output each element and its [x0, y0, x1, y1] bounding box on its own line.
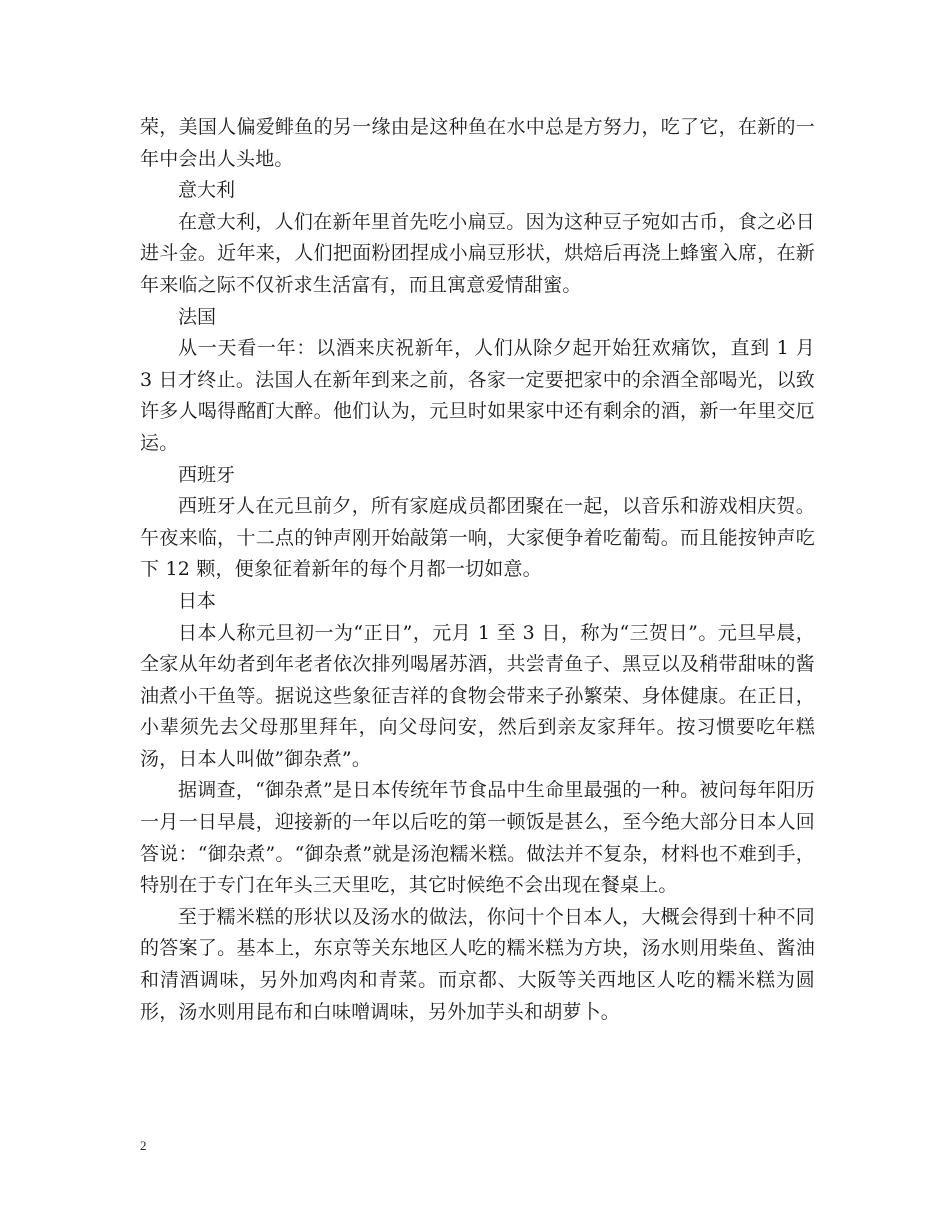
paragraph-italy: 在意大利，人们在新年里首先吃小扁豆。因为这种豆子宛如古币，食之必日进斗金。近年来，人们把面粉团捏成小扁豆形状，烘焙后再浇上蜂蜜入席，在新年来临之际不仅祈求生活富有，而且寓意爱情甜蜜。 — [140, 210, 815, 296]
paragraph-japan-1: 日本人称元旦初一为“正日”，元月 1 至 3 日，称为“三贺日”。元旦早晨，全家从年幼者到年老者依次排列喝屠苏酒，共尝青鱼子、黑豆以及稍带甜味的酱油煮小干鱼等。据说这些象征吉祥的食物会带来子孙繁荣、身体健康。在正日，小辈须先去父母那里拜年，向父母问安，然后到亲友家拜年。按习惯要吃年糕汤，日本人叫做”御杂煮”。 — [140, 621, 815, 770]
document-body — [140, 112, 815, 1028]
paragraph-spain: 西班牙人在元旦前夕，所有家庭成员都团聚在一起，以音乐和游戏相庆贺。午夜来临，十二点的钟声刚开始敲第一响，大家便争着吃葡萄。而且能按钟声吃下 12 颗，便象征着新年的每个月都一切如意。 — [140, 495, 815, 581]
paragraph-japan-3: 至于糯米糕的形状以及汤水的做法，你问十个日本人，大概会得到十种不同的答案了。基本上，东京等关东地区人吃的糯米糕为方块，汤水则用柴鱼、酱油和清酒调味，另外加鸡肉和青菜。而京都、大阪等关西地区人吃的糯米糕为圆形，汤水则用昆布和白味噌调味，另外加芋头和胡萝卜。 — [140, 905, 815, 1023]
paragraph-japan-2: 据调查，“御杂煮”是日本传统年节食品中生命里最强的一种。被问每年阳历一月一日早晨，迎接新的一年以后吃的第一顿饭是甚么，至今绝大部分日本人回答说：“御杂煮”。“御杂煮”就是汤泡糯米糕。做法并不复杂，材料也不难到手，特别在于专门在年头三天里吃，其它时候绝不会出现在餐桌上。 — [140, 779, 815, 897]
page-number: 2 — [140, 1138, 147, 1153]
heading-italy: 意大利 — [178, 179, 236, 202]
paragraph-france: 从一天看一年：以酒来庆祝新年，人们从除夕起开始狂欢痛饮，直到 1 月 3 日才终止。法国人在新年到来之前，各家一定要把家中的余酒全部喝光，以致许多人喝得酩酊大醉。他们认为，元旦时如果家中还有剩余的酒，新一年里交厄运。 — [140, 337, 815, 454]
paragraph-herring: 荣，美国人偏爱鲱鱼的另一缘由是这种鱼在水中总是方努力，吃了它，在新的一年中会出人头地。 — [140, 116, 815, 170]
heading-spain: 西班牙 — [178, 463, 236, 486]
heading-france: 法国 — [178, 305, 217, 328]
heading-japan: 日本 — [178, 589, 217, 612]
